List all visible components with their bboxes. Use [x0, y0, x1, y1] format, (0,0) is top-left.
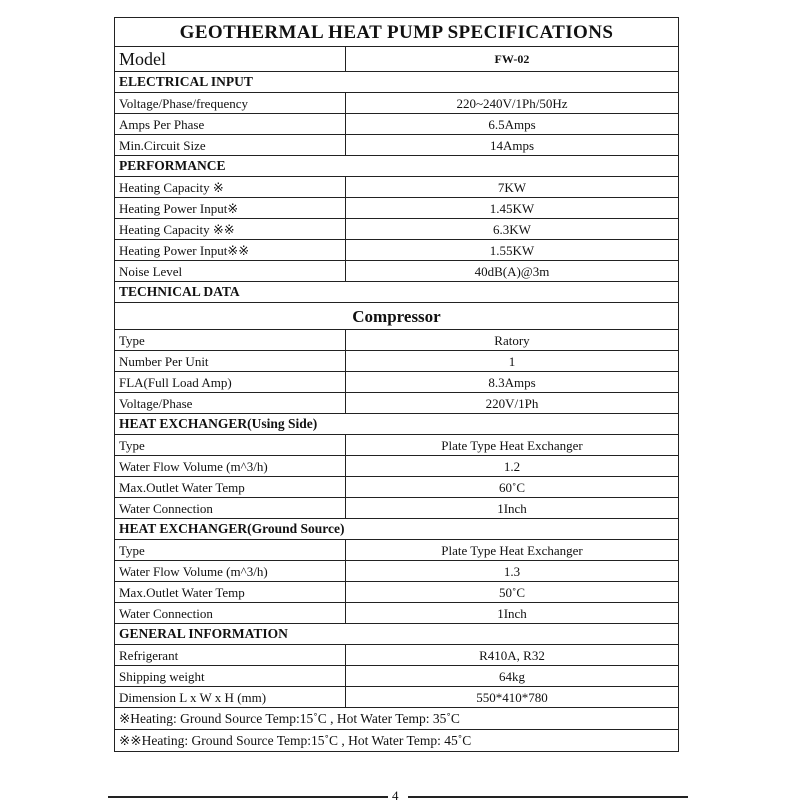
spec-label: Type — [115, 435, 346, 456]
footnote-single: ※Heating: Ground Source Temp:15˚C , Hot Water Temp: 35˚C — [115, 708, 679, 730]
spec-value: Plate Type Heat Exchanger — [346, 540, 679, 561]
spec-value: 40dB(A)@3m — [346, 261, 679, 282]
spec-value: 220~240V/1Ph/50Hz — [346, 93, 679, 114]
section-technical-data — [115, 282, 679, 303]
section-heading: PERFORMANCE — [115, 156, 679, 177]
spec-label: Noise Level — [115, 261, 346, 282]
spec-label: Heating Capacity ※ — [115, 177, 346, 198]
spec-value: 60˚C — [346, 477, 679, 498]
spec-label: Water Flow Volume (m^3/h) — [115, 456, 346, 477]
note-row — [115, 708, 679, 730]
spec-label: FLA(Full Load Amp) — [115, 372, 346, 393]
spec-row — [115, 435, 679, 456]
spec-row — [115, 687, 679, 708]
spec-row — [115, 561, 679, 582]
page-title: GEOTHERMAL HEAT PUMP SPECIFICATIONS — [115, 18, 679, 47]
spec-row — [115, 498, 679, 519]
spec-label: Water Connection — [115, 603, 346, 624]
spec-label: Water Connection — [115, 498, 346, 519]
spec-value: 1.3 — [346, 561, 679, 582]
spec-value: 1Inch — [346, 498, 679, 519]
spec-value: 1.45KW — [346, 198, 679, 219]
spec-row — [115, 330, 679, 351]
spec-row — [115, 645, 679, 666]
spec-row — [115, 219, 679, 240]
spec-value: 1Inch — [346, 603, 679, 624]
spec-row — [115, 666, 679, 687]
footer-divider-right — [408, 796, 688, 798]
spec-value: 64kg — [346, 666, 679, 687]
spec-value: 8.3Amps — [346, 372, 679, 393]
spec-label: Dimension L x W x H (mm) — [115, 687, 346, 708]
spec-value: 1 — [346, 351, 679, 372]
spec-row — [115, 198, 679, 219]
section-heading: GENERAL INFORMATION — [115, 624, 679, 645]
footer-divider-left — [108, 796, 388, 798]
spec-label: Voltage/Phase — [115, 393, 346, 414]
title-row — [115, 18, 679, 47]
spec-value: 50˚C — [346, 582, 679, 603]
spec-table — [114, 17, 679, 752]
section-performance — [115, 156, 679, 177]
spec-row — [115, 582, 679, 603]
spec-row — [115, 477, 679, 498]
subsection-compressor — [115, 303, 679, 330]
model-label: Model — [115, 47, 346, 72]
spec-row — [115, 351, 679, 372]
spec-label: Voltage/Phase/frequency — [115, 93, 346, 114]
spec-label: Refrigerant — [115, 645, 346, 666]
spec-value: 1.55KW — [346, 240, 679, 261]
section-heading: HEAT EXCHANGER(Using Side) — [115, 414, 679, 435]
spec-label: Heating Power Input※ — [115, 198, 346, 219]
section-heading: TECHNICAL DATA — [115, 282, 679, 303]
spec-value: Plate Type Heat Exchanger — [346, 435, 679, 456]
model-row — [115, 47, 679, 72]
section-heat-exchanger-ground-source — [115, 519, 679, 540]
spec-value: 6.5Amps — [346, 114, 679, 135]
note-row — [115, 730, 679, 752]
spec-value: 1.2 — [346, 456, 679, 477]
section-general-information — [115, 624, 679, 645]
spec-label: Amps Per Phase — [115, 114, 346, 135]
spec-row — [115, 114, 679, 135]
spec-value: R410A, R32 — [346, 645, 679, 666]
spec-label: Type — [115, 540, 346, 561]
spec-row — [115, 135, 679, 156]
spec-row — [115, 603, 679, 624]
spec-label: Number Per Unit — [115, 351, 346, 372]
spec-value: 6.3KW — [346, 219, 679, 240]
model-value: FW-02 — [346, 47, 679, 72]
spec-value: 7KW — [346, 177, 679, 198]
spec-row — [115, 456, 679, 477]
spec-value: Ratory — [346, 330, 679, 351]
spec-label: Heating Power Input※※ — [115, 240, 346, 261]
section-heading: HEAT EXCHANGER(Ground Source) — [115, 519, 679, 540]
section-electrical-input — [115, 72, 679, 93]
spec-label: Max.Outlet Water Temp — [115, 477, 346, 498]
spec-label: Type — [115, 330, 346, 351]
subsection-heading: Compressor — [115, 303, 679, 330]
spec-label: Heating Capacity ※※ — [115, 219, 346, 240]
spec-row — [115, 540, 679, 561]
spec-row — [115, 372, 679, 393]
spec-row — [115, 240, 679, 261]
spec-label: Shipping weight — [115, 666, 346, 687]
spec-value: 220V/1Ph — [346, 393, 679, 414]
spec-value: 550*410*780 — [346, 687, 679, 708]
footnote-double: ※※Heating: Ground Source Temp:15˚C , Hot Water Temp: 45˚C — [115, 730, 679, 752]
spec-label: Max.Outlet Water Temp — [115, 582, 346, 603]
spec-row — [115, 93, 679, 114]
spec-label: Min.Circuit Size — [115, 135, 346, 156]
spec-row — [115, 177, 679, 198]
section-heat-exchanger-using-side — [115, 414, 679, 435]
spec-label: Water Flow Volume (m^3/h) — [115, 561, 346, 582]
spec-row — [115, 261, 679, 282]
spec-value: 14Amps — [346, 135, 679, 156]
section-heading: ELECTRICAL INPUT — [115, 72, 679, 93]
spec-row — [115, 393, 679, 414]
page-number: 4 — [392, 788, 399, 803]
